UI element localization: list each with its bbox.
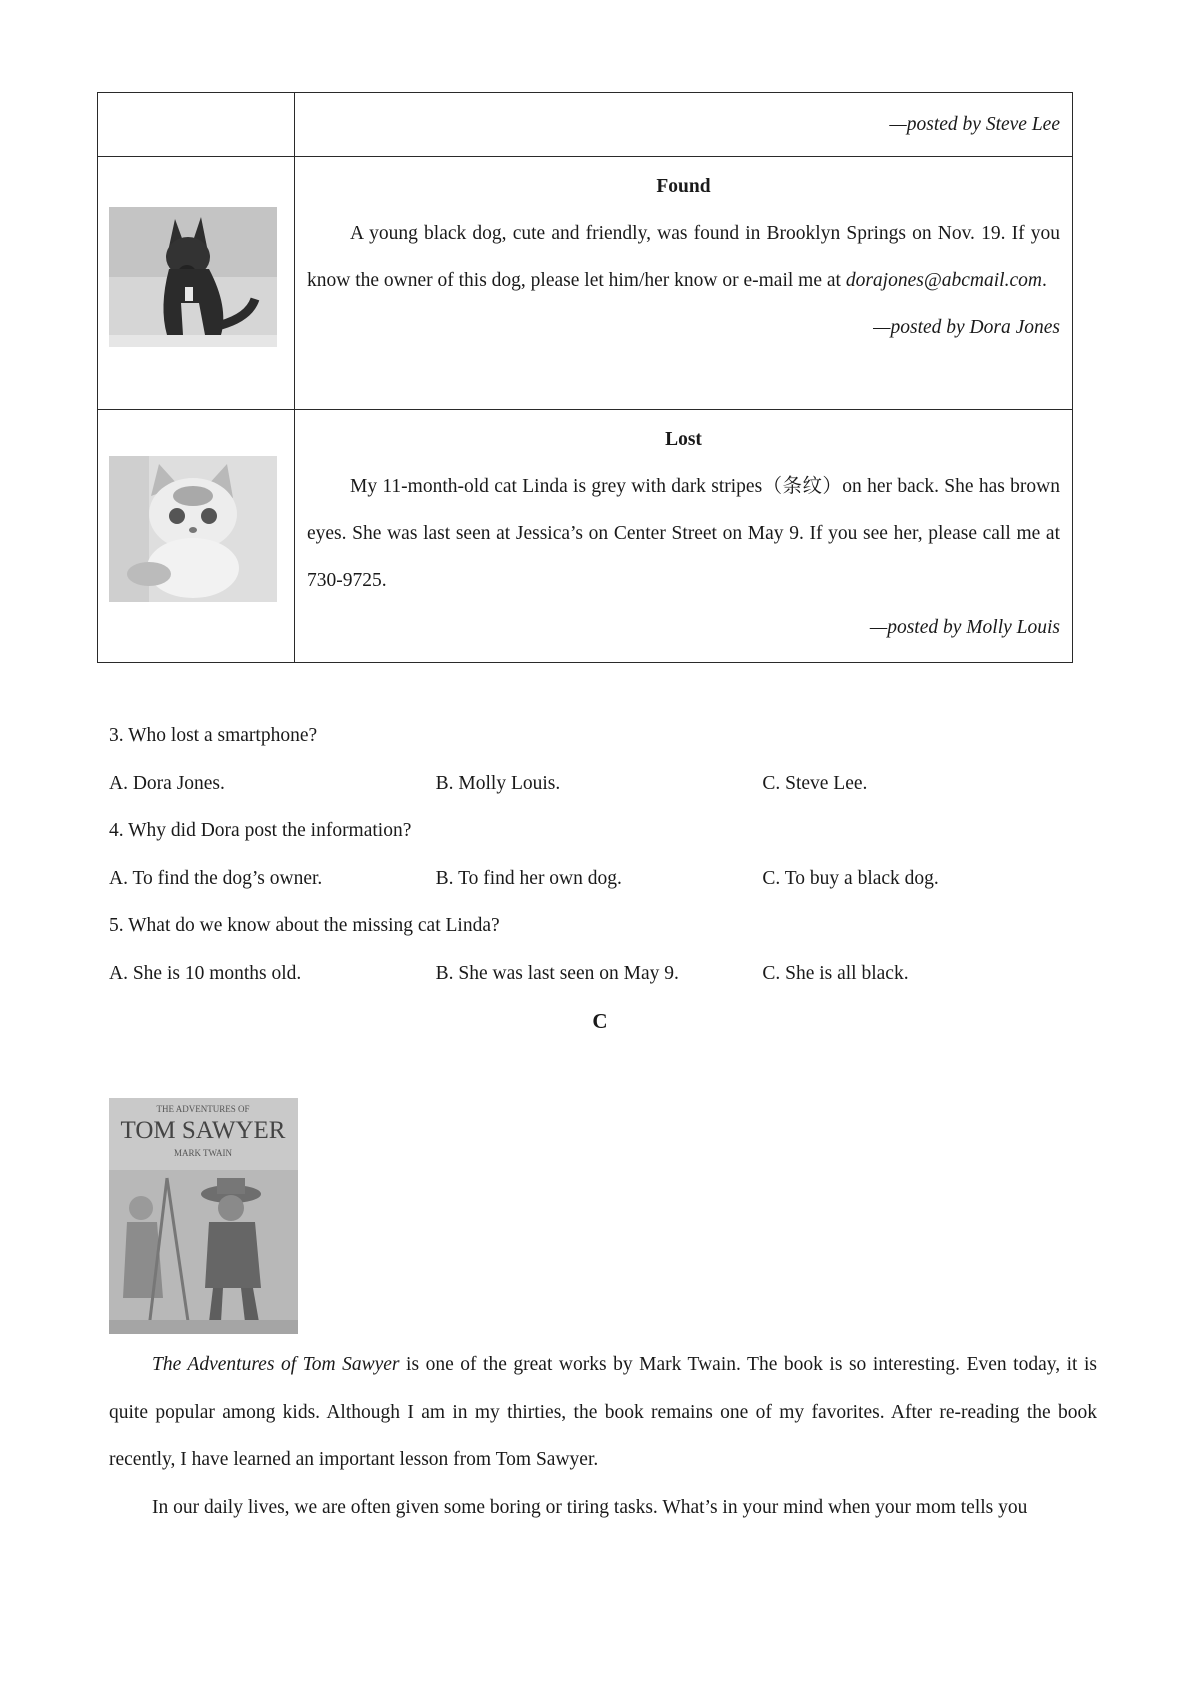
question-4-option-a: A. To find the dog’s owner. (109, 867, 323, 889)
lost-body: My 11-month-old cat Linda is grey with dark stripes（条纹）on her back. She has brown eyes. She was last seen at Jessica’s on Center Street on May 9. If you see her, please call me at 730-9725. (307, 476, 1060, 591)
section-c-heading: C (592, 1009, 608, 1033)
found-body-end: . (1041, 270, 1047, 291)
black-dog-photo-icon (109, 207, 277, 347)
passage-paragraph-1 (109, 1341, 1097, 1484)
passage-paragraph-1-text: is one of the great works by Mark Twain. The book is so interesting. Even today, it is quite popular among kids. Although I am in my thirties, the book remains one of my favorites. After re-reading the book recently, I have learned an important lesson from Tom Sawyer. (109, 1354, 1098, 1470)
posted-by-steve-lee: —posted by Steve Lee (889, 114, 1060, 135)
book-cover-subtitle: THE ADVENTURES OF (156, 1104, 250, 1114)
found-email: dorajones@abcmail.com (845, 270, 1042, 291)
questions-section (109, 712, 1089, 997)
question-3: 3. Who lost a smartphone? (109, 725, 318, 746)
book-cover-author: MARK TWAIN (173, 1148, 233, 1158)
tom-sawyer-book-cover-icon (109, 1098, 298, 1334)
book-title: The Adventures of Tom Sawyer (152, 1354, 400, 1375)
lost-text-cell (295, 410, 1073, 663)
question-4-option-b: B. To find her own dog. (435, 867, 622, 889)
question-5-option-a: A. She is 10 months old. (109, 962, 302, 984)
notice-image-cell (98, 93, 295, 157)
book-cover-title: TOM SAWYER (120, 1117, 286, 1144)
found-heading: Found (656, 176, 711, 197)
kitten-photo-icon (109, 456, 277, 602)
question-3-option-a: A. Dora Jones. (109, 772, 225, 794)
question-5-options (109, 950, 1089, 998)
notice-text-cell (295, 93, 1073, 157)
found-body (307, 210, 1060, 304)
question-4-option-c: C. To buy a black dog. (762, 867, 939, 889)
question-5-option-c: C. She is all black. (762, 962, 909, 984)
question-4: 4. Why did Dora post the information? (109, 820, 412, 841)
posted-by-molly-louis: —posted by Molly Louis (869, 617, 1060, 638)
notice-row-smartphone-end (98, 93, 1073, 157)
question-5: 5. What do we know about the missing cat Linda? (109, 915, 500, 936)
question-3-option-c: C. Steve Lee. (762, 772, 868, 794)
found-body-text: A young black dog, cute and friendly, was found in Brooklyn Springs on Nov. 19. If you know the owner of this dog, please let him/her know or e-mail me at (307, 223, 1060, 291)
passage-paragraph-2: In our daily lives, we are often given some boring or tiring tasks. What’s in your mind when your mom tells you (152, 1496, 1028, 1518)
notice-table (97, 92, 1073, 663)
question-5-option-b: B. She was last seen on May 9. (435, 962, 679, 984)
question-3-option-b: B. Molly Louis. (435, 772, 561, 794)
question-3-options (109, 760, 1089, 808)
lost-image-cell (98, 410, 295, 663)
notice-row-found (98, 157, 1073, 410)
found-text-cell (295, 157, 1073, 410)
notice-row-lost (98, 410, 1073, 663)
question-4-options (109, 855, 1089, 903)
lost-heading: Lost (665, 429, 702, 450)
found-image-cell (98, 157, 295, 410)
posted-by-dora-jones: —posted by Dora Jones (873, 317, 1060, 338)
section-c-passage (109, 1341, 1097, 1531)
